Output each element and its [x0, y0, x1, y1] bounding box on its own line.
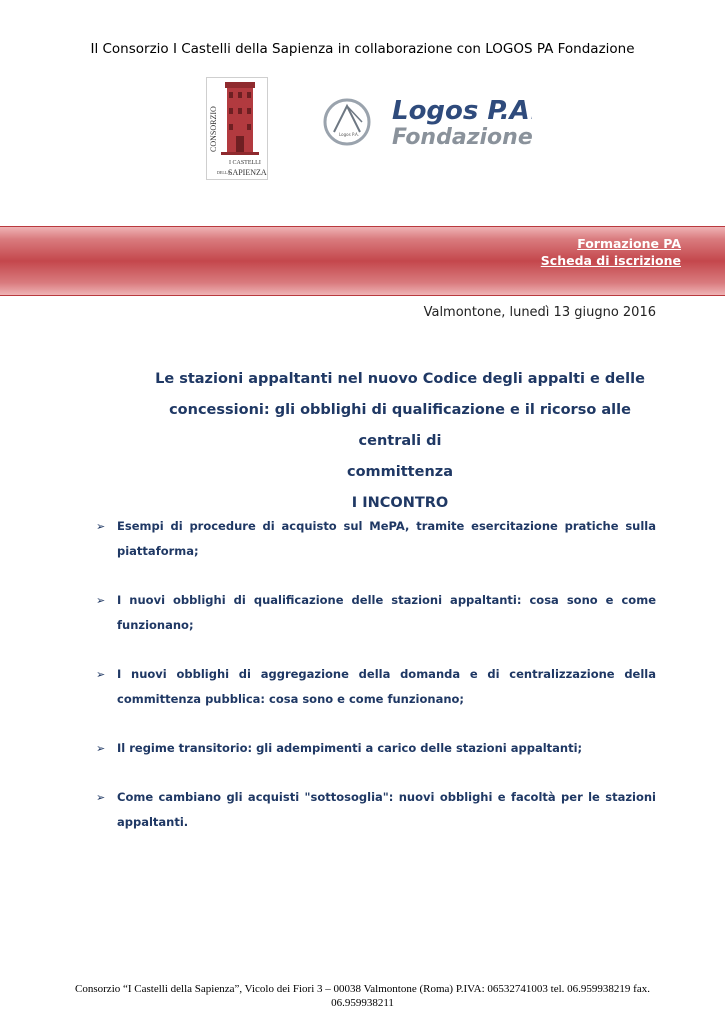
topic-item: [96, 736, 656, 761]
arrow-bullet-icon: ➢: [96, 742, 106, 755]
consorzio-line1: I CASTELLI: [229, 160, 261, 166]
footer: [30, 982, 695, 1010]
title-line-3: committenza: [347, 464, 453, 480]
logos-emblem-icon: [322, 92, 532, 152]
topic-item: [96, 514, 656, 564]
arrow-bullet-icon: ➢: [96, 791, 106, 804]
emblem-text: Logos P.A.: [339, 132, 359, 137]
consorzio-vertical-text: CONSORZIO: [209, 106, 218, 152]
header-text: Il Consorzio I Castelli della Sapienza in collaborazione con LOGOS PA Fondazione: [90, 41, 635, 57]
consorzio-line3: SAPIENZA: [228, 168, 267, 177]
footer-line-2: 06.959938211: [331, 997, 394, 1009]
topic-text: Come cambiano gli acquisti "sottosoglia": nuovi obblighi e facoltà per le stazioni appaltanti.: [117, 790, 656, 829]
scheda-iscrizione-link[interactable]: Scheda di iscrizione: [540, 253, 681, 268]
logos-sub: Fondazione: [392, 125, 532, 150]
band-links: [541, 235, 681, 269]
consorzio-line2: DELLA: [217, 170, 231, 175]
topic-text: Il regime transitorio: gli adempimenti a carico delle stazioni appaltanti;: [117, 741, 583, 755]
consorzio-logo: [206, 77, 268, 180]
arrow-bullet-icon: ➢: [96, 594, 106, 607]
topic-text: Esempi di procedure di acquisto sul MePA, tramite esercitazione pratiche sulla piattaforma;: [117, 519, 656, 558]
header-band: [0, 226, 725, 296]
arrow-bullet-icon: ➢: [96, 668, 106, 681]
document-title: [140, 364, 660, 519]
formazione-pa-link[interactable]: Formazione PA: [577, 236, 681, 251]
topic-item: [96, 662, 656, 712]
topic-text: I nuovi obblighi di aggregazione della domanda e di centralizzazione della committenza pubblica: cosa sono e come funzionano;: [117, 667, 656, 706]
document-date: Valmontone, lunedì 13 giugno 2016: [423, 305, 656, 320]
topic-item: [96, 588, 656, 638]
logos-name: Logos P.A.: [392, 96, 532, 126]
title-line-1: Le stazioni appaltanti nel nuovo Codice degli appalti e delle: [155, 371, 645, 387]
topic-item: [96, 785, 656, 835]
arrow-bullet-icon: ➢: [96, 520, 106, 533]
title-subtitle: I INCONTRO: [351, 495, 449, 511]
topic-text: I nuovi obblighi di qualificazione delle stazioni appaltanti: cosa sono e come funzionano;: [117, 593, 656, 632]
title-line-2: concessioni: gli obblighi di qualificazione e il ricorso alle centrali di: [169, 402, 631, 449]
topic-list: [96, 514, 656, 835]
footer-line-1: Consorzio “I Castelli della Sapienza”, Vicolo dei Fiori 3 – 00038 Valmontone (Roma) P.IVA: 06532741003 tel. 06.959938219 fax.: [75, 983, 650, 995]
logos-pa-logo: [322, 92, 532, 152]
tower-icon: [207, 78, 267, 179]
